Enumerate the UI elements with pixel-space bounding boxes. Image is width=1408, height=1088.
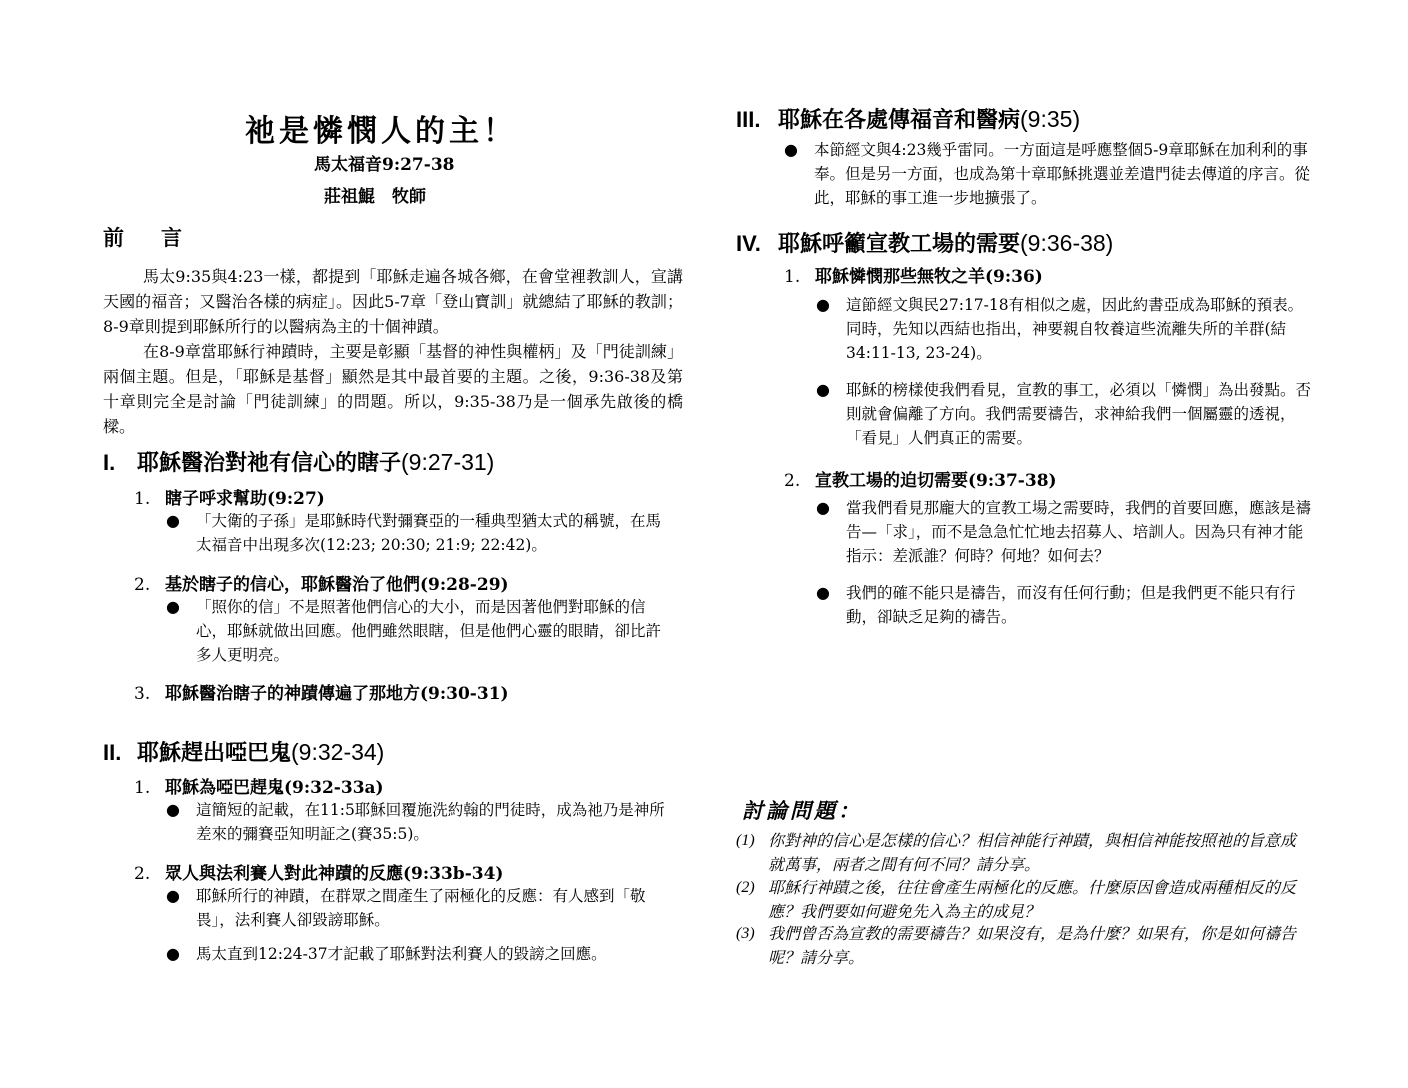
bullet-item bbox=[816, 581, 1316, 629]
bullet-text: 馬太直到12:24-37才記載了耶穌對法利賽人的毀謗之回應。 bbox=[196, 945, 607, 963]
subsection-title: 耶穌醫治瞎子的神蹟傳遍了那地方(9:30-31) bbox=[165, 684, 509, 704]
subsection-title: 宣教工場的迫切需要(9:37-38) bbox=[815, 471, 1057, 491]
bullet-icon: ● bbox=[784, 140, 798, 159]
subsection-title: 瞎子呼求幫助(9:27) bbox=[165, 489, 325, 509]
section-ref: (9:27-31) bbox=[401, 449, 495, 475]
section-ref: (9:35) bbox=[1020, 106, 1081, 132]
section-title: 耶穌醫治對祂有信心的瞎子 bbox=[137, 450, 402, 476]
bullet-text: 我們的確不能只是禱告，而沒有任何行動；但是我們更不能只有行動，卻缺乏足夠的禱告。 bbox=[846, 584, 1296, 626]
section-numeral: IV. bbox=[736, 231, 761, 256]
bullet-icon: ● bbox=[816, 295, 830, 314]
intro-paragraph-1: 馬太9:35與4:23一樣，都提到「耶穌走遍各城各鄉，在會堂裡教訓人，宣講天國的福音；又醫治各樣的病症」。因此5-7章「登山寶訓」就總結了耶穌的教訓；8-9章則提到耶穌所行的以醫病為主的十個神蹟。 bbox=[103, 267, 683, 336]
bullet-icon: ● bbox=[166, 886, 180, 905]
bullet-item bbox=[166, 884, 666, 932]
bullet-item bbox=[784, 138, 1314, 210]
section-numeral: I. bbox=[103, 450, 116, 475]
bullet-item bbox=[816, 496, 1316, 568]
subsection-number: 1. bbox=[134, 778, 151, 798]
subsection-heading bbox=[784, 466, 1057, 491]
subsection-title: 基於瞎子的信心，耶穌醫治了他們(9:28-29) bbox=[165, 575, 509, 595]
page-title: 祂是憐憫人的主！ bbox=[245, 114, 517, 149]
section-title: 耶穌在各處傳福音和醫病 bbox=[778, 107, 1021, 133]
bullet-icon: ● bbox=[166, 511, 180, 530]
bullet-text: 本節經文與4:23幾乎雷同。一方面這是呼應整個5-9章耶穌在加利利的事奉。但是另一方面，也成為第十章耶穌挑選並差遣門徒去傳道的序言。從此，耶穌的事工進一步地擴張了。 bbox=[814, 141, 1311, 207]
bullet-icon: ● bbox=[166, 800, 180, 819]
question-text: 你對神的信心是怎樣的信心？相信神能行神蹟，與相信神能按照祂的旨意成就萬事，兩者之間有何不同？請分享。 bbox=[768, 831, 1297, 874]
bullet-icon: ● bbox=[816, 583, 830, 602]
bullet-item bbox=[816, 378, 1316, 450]
subsection-heading bbox=[134, 679, 509, 704]
author: 莊祖鯤 牧師 bbox=[324, 187, 426, 207]
subsection-number: 2. bbox=[134, 575, 151, 595]
scripture-reference: 馬太福音9:27-38 bbox=[314, 155, 455, 175]
bullet-icon: ● bbox=[816, 498, 830, 517]
subsection-heading bbox=[784, 262, 1043, 287]
discussion-question bbox=[736, 876, 1308, 924]
bullet-icon: ● bbox=[816, 380, 830, 399]
subsection-title: 耶穌為啞巴趕鬼(9:32-33a) bbox=[165, 778, 384, 798]
bullet-text: 耶穌所行的神蹟，在群眾之間產生了兩極化的反應：有人感到「敬畏」，法利賽人卻毀謗耶穌。 bbox=[196, 887, 646, 929]
discussion-heading: 討論問題： bbox=[742, 798, 862, 823]
bullet-item bbox=[166, 595, 676, 667]
bullet-icon: ● bbox=[166, 944, 180, 963]
intro-heading: 前 言 bbox=[103, 225, 190, 250]
bullet-text: 「照你的信」不是照著他們信心的大小，而是因著他們對耶穌的信心，耶穌就做出回應。他們雖然眼瞎，但是他們心靈的眼睛，卻比許多人更明亮。 bbox=[196, 598, 662, 664]
section-heading-1 bbox=[103, 446, 494, 477]
question-number: (2) bbox=[736, 879, 755, 896]
section-heading-3 bbox=[736, 103, 1080, 134]
section-ref: (9:32-34) bbox=[291, 739, 385, 765]
bullet-text: 這簡短的記載，在11:5耶穌回覆施洗約翰的門徒時，成為祂乃是神所差來的彌賽亞知明証之(賽35:5)。 bbox=[196, 801, 665, 843]
subsection-heading bbox=[134, 484, 325, 509]
bullet-text: 這節經文與民27:17-18有相似之處，因此約書亞成為耶穌的預表。同時，先知以西結也指出，神要親自牧養這些流離失所的羊群(結34:11-13, 23-24)。 bbox=[846, 296, 1304, 362]
subsection-heading bbox=[134, 570, 509, 595]
section-title: 耶穌呼籲宣教工場的需要 bbox=[778, 231, 1021, 257]
subsection-number: 2. bbox=[134, 864, 151, 884]
subsection-title: 眾人與法利賽人對此神蹟的反應(9:33b-34) bbox=[165, 864, 504, 884]
bullet-item bbox=[816, 293, 1316, 365]
bullet-text: 「大衛的子孫」是耶穌時代對彌賽亞的一種典型猶太式的稱號，在馬太福音中出現多次(12:23; 20:30; 21:9; 22:42)。 bbox=[196, 512, 662, 554]
question-text: 耶穌行神蹟之後，往往會產生兩極化的反應。什麼原因會造成兩種相反的反應？我們要如何避免先入為主的成見？ bbox=[768, 878, 1297, 921]
section-heading-2 bbox=[103, 736, 384, 767]
bullet-text: 耶穌的榜樣使我們看見，宣教的事工，必須以「憐憫」為出發點。否則就會偏離了方向。我們需要禱告，求神給我們一個屬靈的透視，「看見」人們真正的需要。 bbox=[846, 381, 1312, 447]
subsection-title: 耶穌憐憫那些無牧之羊(9:36) bbox=[815, 267, 1043, 287]
intro-paragraph-2: 在8-9章當耶穌行神蹟時，主要是彰顯「基督的神性與權柄」及「門徒訓練」兩個主題。但是，「耶穌是基督」顯然是其中最首要的主題。之後，9:36-38及第十章則完全是討論「門徒訓練」的問題。所以，9:35-38乃是一個承先啟後的橋樑。 bbox=[103, 342, 683, 436]
discussion-question bbox=[736, 922, 1308, 970]
section-ref: (9:36-38) bbox=[1020, 230, 1114, 256]
bullet-item bbox=[166, 942, 676, 966]
discussion-question bbox=[736, 829, 1308, 877]
section-title: 耶穌趕出啞巴鬼 bbox=[137, 740, 292, 766]
section-numeral: II. bbox=[103, 740, 122, 765]
subsection-number: 2. bbox=[784, 471, 801, 491]
bullet-item bbox=[166, 798, 676, 846]
subsection-number: 3. bbox=[134, 684, 151, 704]
question-number: (3) bbox=[736, 925, 755, 942]
subsection-number: 1. bbox=[784, 267, 801, 287]
subsection-heading bbox=[134, 773, 384, 798]
bullet-item bbox=[166, 509, 666, 557]
section-heading-4 bbox=[736, 227, 1113, 258]
section-numeral: III. bbox=[736, 107, 761, 132]
question-text: 我們曾否為宣教的需要禱告？如果沒有，是為什麼？如果有，你是如何禱告呢？請分享。 bbox=[768, 924, 1297, 967]
bullet-text: 當我們看見那龐大的宣教工場之需要時，我們的首要回應，應該是禱告—「求」，而不是急急忙忙地去招募人、培訓人。因為只有神才能指示：差派誰？何時？何地？如何去？ bbox=[846, 499, 1312, 565]
subsection-number: 1. bbox=[134, 489, 151, 509]
bullet-icon: ● bbox=[166, 597, 180, 616]
question-number: (1) bbox=[736, 832, 755, 849]
subsection-heading bbox=[134, 859, 503, 884]
